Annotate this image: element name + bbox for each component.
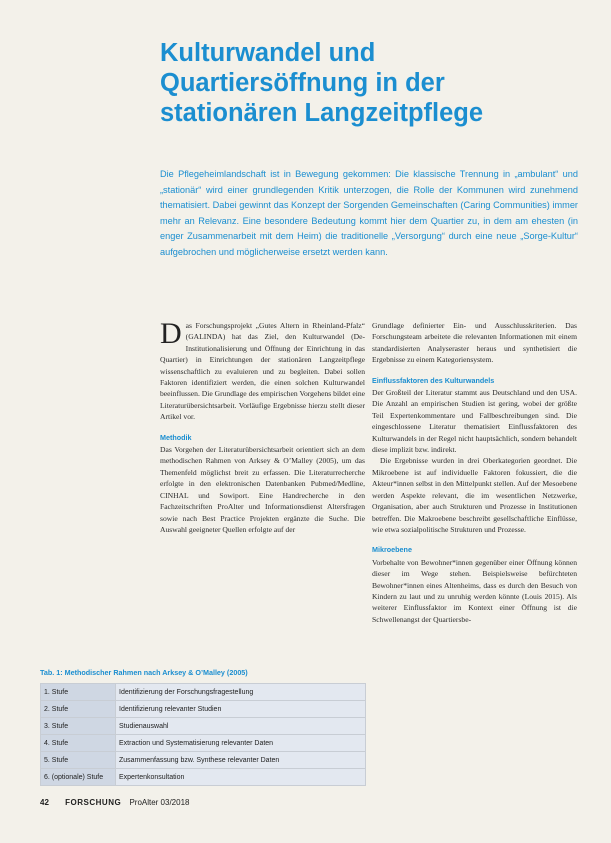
lead-paragraph: Die Pflegeheimlandschaft ist in Bewegung gekommen: Die klassische Trennung in „ambulant“ und „stationär“ wird einer grundlegenden Kritik unterzogen, die Rolle der Kommunen wird zunehmend thematisiert. Dabei gewinnt das Konzept der Sorgenden Gemeinschaften (Caring Communities) immer mehr an Relevanz. Eine besondere Bedeutung kommt hier dem Quartier zu, in dem am ehesten (in enger Zusammenarbeit mit dem Heim) die traditionelle „Versorgung“ durch eine neue „Sorge-Kultur“ aufgebrochen und möglicherweise ersetzt werden kann. [160, 169, 578, 257]
table-cell-stage: 2. Stufe [41, 701, 116, 718]
title-line: stationären Langzeitpflege [160, 99, 484, 127]
section-heading-einflussfaktoren: Einflussfaktoren des Kulturwandels [372, 375, 495, 385]
table-cell-stage: 5. Stufe [41, 752, 116, 769]
methodik-paragraph: Das Vorgehen der Literaturübersichtsarbeit orientiert sich an dem methodischen Rahmen von Arksey & O’Malley (2005), um das Themenfeld möglichst breit zu erfassen. Die Literaturrecherche erfolgte in den elektronischen Datenbanken Pubmed/Medline, CINHAL und Sowiport. Eine Handrecherche in den Fachzeitschriften ProAlter und Informationsdienst Altersfragen sowie nach Best Practice Projekten ergänzte die Suche. Die Auswahl geeigneter Quellen erfolgte auf der [160, 445, 365, 534]
einfluss-paragraph-2: Die Ergebnisse wurden in drei Oberkategorien geordnet. Die Mikroebene ist auf individuelle Faktoren fokussiert, die die Akteur*innen selbst in den Mittelpunkt stellen. Auf der Mesoebene werden Aspekte relevant, die im wesentlichen Netzwerke, Organisation, aber auch Strukturen und Prozesse in Institutionen betreffen. Die Makroebene beschreibt gesellschaftliche Einflüsse, wie etwa sozialpolitische Strukturen und Prozesse. [372, 456, 577, 534]
table-cell-description: Extraction und Systematisierung relevanter Daten [116, 735, 366, 752]
table-cell-description: Expertenkonsultation [116, 769, 366, 786]
table-cell-description: Zusammenfassung bzw. Synthese relevanter Daten [116, 752, 366, 769]
title-line: Quartiersöffnung in der [160, 69, 445, 97]
article-title [160, 38, 580, 128]
table-cell-stage: 1. Stufe [41, 684, 116, 701]
table-row [41, 718, 366, 735]
left-column [160, 317, 365, 535]
mikro-paragraph: Vorbehalte von Bewohner*innen gegenüber einer Öffnung können dieser im Wege stehen. Beispielsweise befürchteten Bewohner*innen eines Altenheims, dass es durch den Besuch von Kindern zu laut und zu unruhig werden könnte (Louis 2015). Als weiterer Einflussfaktor im Kontext einer Öffnung ist die Schwellenangst der Quartiersbe- [372, 557, 577, 624]
section-heading-methodik: Methodik [160, 432, 192, 442]
table-cell-stage: 4. Stufe [41, 735, 116, 752]
right-column [372, 320, 577, 625]
title-line: Kulturwandel und [160, 39, 376, 67]
table-row [41, 769, 366, 786]
methodology-table [40, 683, 366, 786]
footer-journal: ProAlter 03/2018 [129, 798, 190, 807]
intro-paragraph [160, 317, 365, 423]
page-footer [40, 798, 189, 807]
intro-text: as Forschungsprojekt „Gutes Altern in Rheinland-Pfalz“ (GALINDA) hat das Ziel, den Kulturwandel (De-Institutionalisierung und Öffnung der Einrichtung in das Quartier) in Einrichtungen der stationären Langzeitpflege wissenschaftlich zu evaluieren und zu begleiten. Dabei sollen Faktoren identifiziert werden, die einen solchen Kulturwandel beeinflussen. Die Grundlage des empirischen Vorgehens bildet eine Literaturübersichtsarbeit. Vorläufige Ergebnisse hierzu stellt dieser Artikel vor. [160, 321, 365, 422]
einfluss-paragraph-1: Der Großteil der Literatur stammt aus Deutschland und den USA. Die Anzahl an empirischen Studien ist gering, wobei der größte Teil Expertenkommentare und Fallbeschreibungen sind. Die eingeschlossene Literatur thematisiert Einflussfaktoren des Kulturwandels in der Regel nicht hauptsächlich, sondern behandelt diese implizit bzw. indirekt. [372, 388, 577, 455]
table-row [41, 701, 366, 718]
table-cell-description: Identifizierung relevanter Studien [116, 701, 366, 718]
table-cell-description: Studienauswahl [116, 718, 366, 735]
section-heading-mikroebene: Mikroebene [372, 545, 412, 555]
table-row [41, 735, 366, 752]
drop-cap: D [160, 317, 182, 350]
page-number: 42 [40, 798, 49, 807]
table-cell-description: Identifizierung der Forschungsfragestellung [116, 684, 366, 701]
table-cell-stage: 3. Stufe [41, 718, 116, 735]
table-row [41, 752, 366, 769]
table-caption: Tab. 1: Methodischer Rahmen nach Arksey & O’Malley (2005) [40, 668, 248, 677]
table-cell-stage: 6. (optionale) Stufe [41, 769, 116, 786]
table-row [41, 684, 366, 701]
criteria-paragraph: Grundlage definierter Ein- und Ausschlusskriterien. Das Forschungsteam arbeitete die relevanten Informationen mit einem standardisierten Analyseraster heraus und synthetisiert die Ergebnisse zu einem Kategoriensystem. [372, 321, 577, 365]
footer-section: FORSCHUNG [65, 798, 122, 807]
